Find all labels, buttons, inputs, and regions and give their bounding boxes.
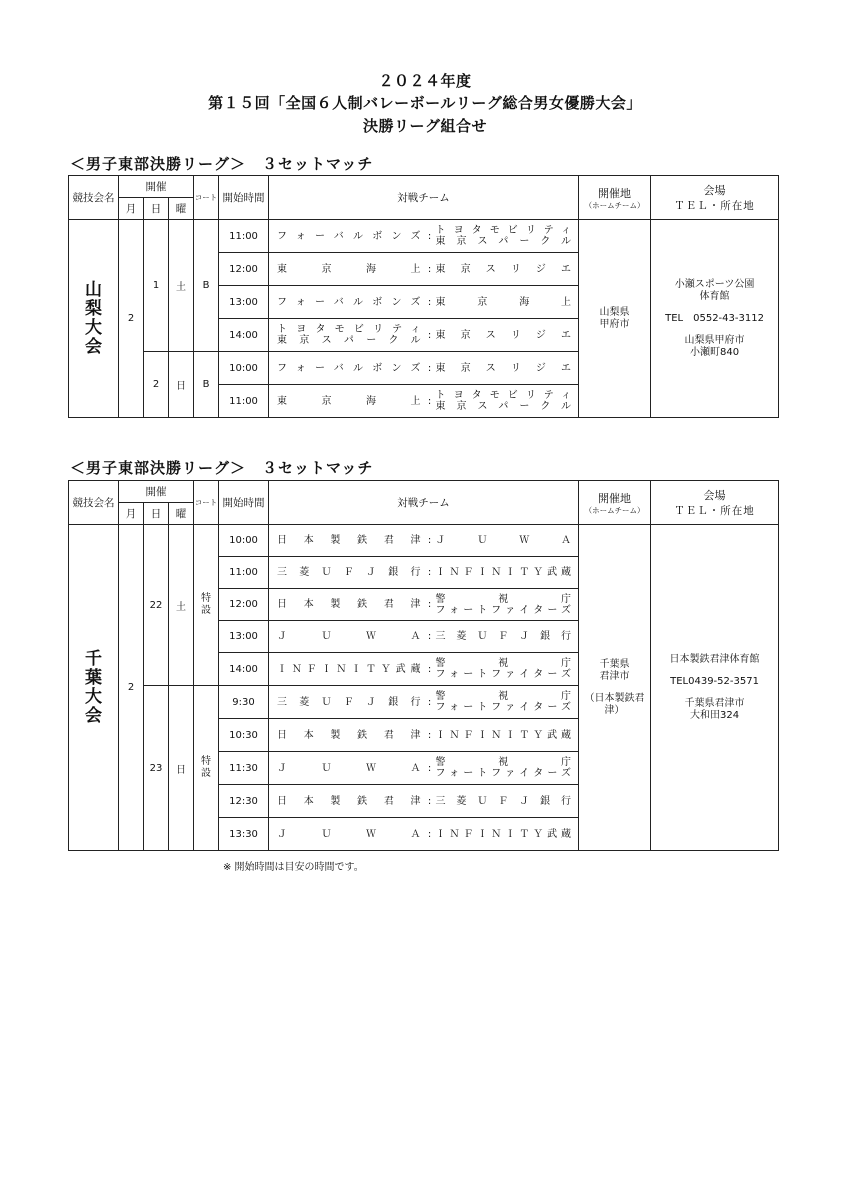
match-time: 11:00 [219, 220, 269, 253]
team-left: ＪＵＷＡ [269, 818, 427, 851]
month-cell: 2 [119, 525, 144, 851]
section-heading-yamanashi: ＜男子東部決勝リーグ＞ ３セットマッチ [70, 155, 374, 173]
court-cell: 特 設 [194, 525, 219, 686]
match-time: 14:00 [219, 319, 269, 352]
match-time: 13:00 [219, 286, 269, 319]
team-right: 警視庁 フォートファイターズ [433, 653, 579, 686]
col-start: 開始時間 [219, 176, 269, 220]
weekday-cell: 日 [169, 686, 194, 851]
team-left: トヨタモビリティ 東京スパークル [269, 319, 427, 352]
weekday-cell: 日 [169, 352, 194, 418]
col-day: 日 [144, 198, 169, 220]
doc-year: ２０２４年度 [378, 72, 472, 90]
weekday-cell: 土 [169, 220, 194, 352]
team-right: トヨタモビリティ 東京スパークル [433, 220, 579, 253]
team-left: フォーバルボンズ [269, 352, 427, 385]
host-cell: 千葉県 君津市 （日本製鉄君 津） [579, 525, 651, 851]
team-left: ＩＮＦＩＮＩＴＹ武蔵 [269, 653, 427, 686]
team-right: 警視庁 フォートファイターズ [433, 589, 579, 621]
col-held: 開催 [119, 176, 194, 198]
weekday-cell: 土 [169, 525, 194, 686]
col-host: 開催地 （ホームチーム） [579, 176, 651, 220]
col-held: 開催 [119, 481, 194, 503]
team-left: 日本製鉄君津 [269, 719, 427, 752]
team-left: ＪＵＷＡ [269, 752, 427, 785]
court-cell: 特 設 [194, 686, 219, 851]
col-month: 月 [119, 503, 144, 525]
col-day: 日 [144, 503, 169, 525]
team-right: 警視庁 フォートファイターズ [433, 752, 579, 785]
section-heading-chiba: ＜男子東部決勝リーグ＞ ３セットマッチ [70, 459, 374, 477]
match-time: 10:00 [219, 525, 269, 557]
col-host: 開催地 （ホームチーム） [579, 481, 651, 525]
col-start: 開始時間 [219, 481, 269, 525]
col-teams: 対戦チーム [269, 481, 579, 525]
col-meet: 競技会名 [69, 176, 119, 220]
match-time: 12:00 [219, 253, 269, 286]
match-time: 11:00 [219, 385, 269, 418]
court-cell: B [194, 352, 219, 418]
match-time: 14:00 [219, 653, 269, 686]
meet-name: 山 梨 大 会 [69, 220, 119, 418]
team-left: 東京海上 [269, 385, 427, 418]
team-left: ＪＵＷＡ [269, 621, 427, 653]
match-time: 13:30 [219, 818, 269, 851]
col-venue: 会場 ＴＥＬ・所在地 [651, 176, 779, 220]
match-time: 9:30 [219, 686, 269, 719]
day-cell: 1 [144, 220, 169, 352]
team-left: フォーバルボンズ [269, 286, 427, 319]
match-time: 10:00 [219, 352, 269, 385]
schedule-table-yamanashi: 競技会名 開催 コート 開始時間 対戦チーム 開催地 （ホームチーム） 会場 ＴＥＬ・所在地 月 日 曜 山 梨 大 会 2 1 土 B 11:00 フォーバルボンズ : トヨタモビリティ 東京スパークル 山梨県 甲府市 小瀬スポーツ公園 体育館 TEL 0552-43-3112 山梨県甲府市 小瀬町840 12:00 東京海上 : 東京スリジエ 13:00 フォーバルボンズ : 東京海上 14:00 トヨタモビリティ 東京スパークル : 東京スリジエ 2 日 B 10:00 フォーバルボンズ : 東京スリジエ 11:00 東京海上 : トヨタモビリティ 東京スパークル [68, 175, 779, 418]
team-right: 東京海上 [433, 286, 579, 319]
doc-title: 第１５回「全国６人制バレーボールリーグ総合男女優勝大会」 [208, 94, 642, 112]
team-left: 日本製鉄君津 [269, 785, 427, 818]
schedule-table-chiba: 競技会名 開催 コート 開始時間 対戦チーム 開催地 （ホームチーム） 会場 ＴＥＬ・所在地 月 日 曜 千 葉 大 会 2 22 土 特 設 10:00 日本製鉄君津 : ＪＵＷＡ 千葉県 君津市 （日本製鉄君 津） 日本製鉄君津体育館 TEL0439-52-3571 千葉県君津市 大和田324 11:00 三菱ＵＦＪ銀行 : ＩＮＦＩＮＩＴＹ武蔵 12:00 日本製鉄君津 : 警視庁 フォートファイターズ 13:00 ＪＵＷＡ : 三菱ＵＦＪ銀行 14:00 ＩＮＦＩＮＩＴＹ武蔵 : 警視庁 フォートファイターズ 23 日 特 設 9:30 三菱ＵＦＪ銀行 : 警視庁 フォートファイターズ 10:30 日本製鉄君津 : ＩＮＦＩＮＩＴＹ武蔵 11:30 ＪＵＷＡ : 警視庁 フォートファイターズ 12:30 日本製鉄君津 : 三菱ＵＦＪ銀行 13:30 ＪＵＷＡ : ＩＮＦＩＮＩＴＹ武蔵 [68, 480, 779, 851]
team-right: 東京スリジエ [433, 319, 579, 352]
team-left: 三菱ＵＦＪ銀行 [269, 686, 427, 719]
team-left: 東京海上 [269, 253, 427, 286]
team-left: 日本製鉄君津 [269, 589, 427, 621]
match-time: 13:00 [219, 621, 269, 653]
match-time: 10:30 [219, 719, 269, 752]
team-right: 東京スリジエ [433, 352, 579, 385]
venue-cell: 日本製鉄君津体育館 TEL0439-52-3571 千葉県君津市 大和田324 [651, 525, 779, 851]
day-cell: 22 [144, 525, 169, 686]
day-cell: 23 [144, 686, 169, 851]
col-month: 月 [119, 198, 144, 220]
court-cell: B [194, 220, 219, 352]
meet-name: 千 葉 大 会 [69, 525, 119, 851]
match-time: 12:00 [219, 589, 269, 621]
col-meet: 競技会名 [69, 481, 119, 525]
venue-cell: 小瀬スポーツ公園 体育館 TEL 0552-43-3112 山梨県甲府市 小瀬町840 [651, 220, 779, 418]
doc-subtitle: 決勝リーグ組合せ [362, 117, 487, 135]
month-cell: 2 [119, 220, 144, 418]
team-left: フォーバルボンズ [269, 220, 427, 253]
team-right: 三菱ＵＦＪ銀行 [433, 785, 579, 818]
team-left: 三菱ＵＦＪ銀行 [269, 557, 427, 589]
col-teams: 対戦チーム [269, 176, 579, 220]
footnote: ※ 開始時間は目安の時間です。 [223, 862, 364, 873]
team-right: トヨタモビリティ 東京スパークル [433, 385, 579, 418]
team-right: 東京スリジエ [433, 253, 579, 286]
host-cell: 山梨県 甲府市 [579, 220, 651, 418]
team-right: ＩＮＦＩＮＩＴＹ武蔵 [433, 818, 579, 851]
match-time: 12:30 [219, 785, 269, 818]
team-right: ＩＮＦＩＮＩＴＹ武蔵 [433, 719, 579, 752]
col-court: コート [194, 481, 219, 525]
team-right: ＩＮＦＩＮＩＴＹ武蔵 [433, 557, 579, 589]
col-weekday: 曜 [169, 198, 194, 220]
match-time: 11:00 [219, 557, 269, 589]
day-cell: 2 [144, 352, 169, 418]
team-left: 日本製鉄君津 [269, 525, 427, 557]
col-court: コート [194, 176, 219, 220]
col-venue: 会場 ＴＥＬ・所在地 [651, 481, 779, 525]
team-right: 三菱ＵＦＪ銀行 [433, 621, 579, 653]
match-time: 11:30 [219, 752, 269, 785]
team-right: ＪＵＷＡ [433, 525, 579, 557]
col-weekday: 曜 [169, 503, 194, 525]
team-right: 警視庁 フォートファイターズ [433, 686, 579, 719]
